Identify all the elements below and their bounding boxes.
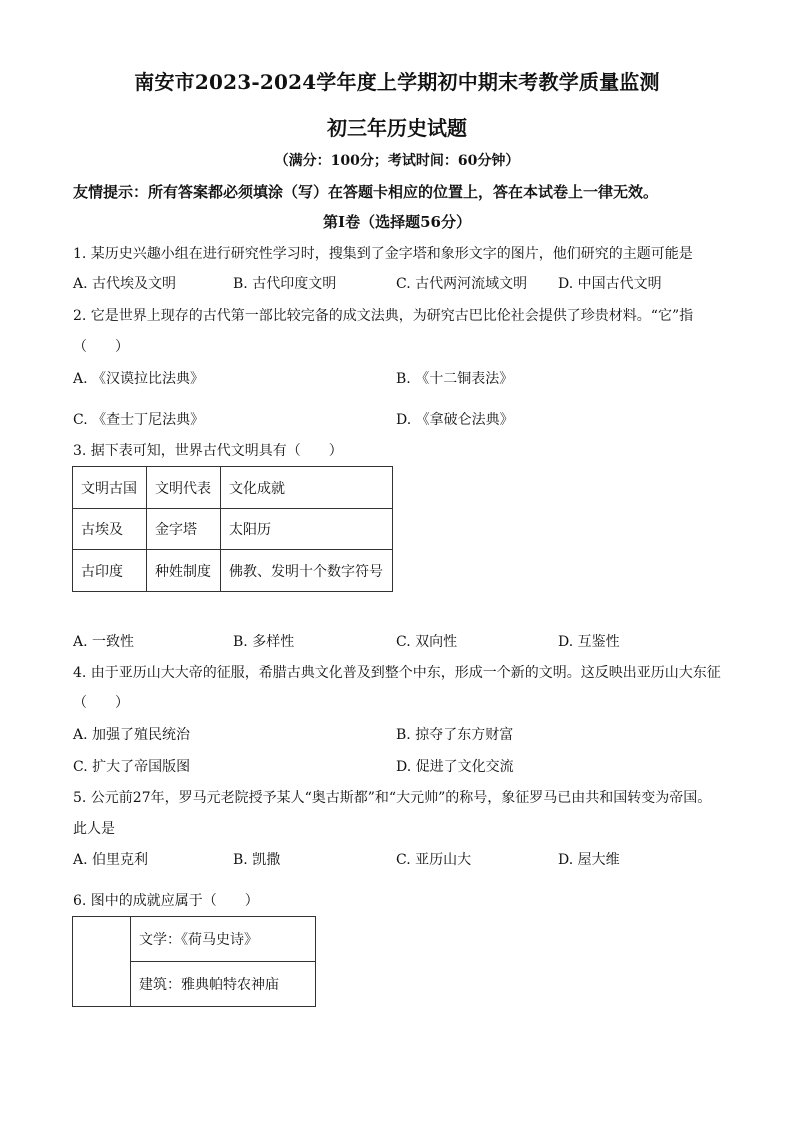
notice: 友情提示：所有答案都必须填涂（写）在答题卡相应的位置上，答在本试卷上一律无效。 xyxy=(73,183,659,201)
q3-option-b: B. 多样性 xyxy=(233,634,295,650)
q5-option-d: D. 屋大维 xyxy=(558,852,620,868)
table-row xyxy=(73,550,393,592)
q4-option-c: C. 扩大了帝国版图 xyxy=(73,759,191,775)
table-header-cell: 文明代表 xyxy=(147,467,221,509)
table-row xyxy=(73,467,393,509)
table-cell: 古印度 xyxy=(73,550,147,592)
table-cell: 太阳历 xyxy=(221,509,393,550)
section-heading: 第Ⅰ卷（选择题56分） xyxy=(323,213,471,231)
table-row xyxy=(73,509,393,550)
score-info: （满分：100分；考试时间：60分钟） xyxy=(274,153,520,169)
table-blank-cell xyxy=(73,917,131,1007)
table-cell: 种姓制度 xyxy=(147,550,221,592)
q1-option-c: C. 古代两河流域文明 xyxy=(396,276,528,292)
question-6-stem: 6. 图中的成就应属于（ ） xyxy=(73,893,259,909)
q3-option-d: D. 互鉴性 xyxy=(558,634,620,650)
q2-option-b: B. 《十二铜表法》 xyxy=(396,371,514,387)
q3-option-a: A. 一致性 xyxy=(73,634,135,650)
exam-title: 南安市2023-2024学年度上学期初中期末考教学质量监测 xyxy=(134,70,660,94)
table-cell: 古埃及 xyxy=(73,509,147,550)
q6-table xyxy=(72,916,316,1007)
q5-option-a: A. 伯里克利 xyxy=(73,852,149,868)
q1-option-d: D. 中国古代文明 xyxy=(558,276,662,292)
q5-option-b: B. 凯撒 xyxy=(233,852,281,868)
q3-option-c: C. 双向性 xyxy=(396,634,458,650)
table-cell: 建筑：雅典帕特农神庙 xyxy=(131,962,316,1007)
q4-option-d: D. 促进了文化交流 xyxy=(396,759,514,775)
q1-option-a: A. 古代埃及文明 xyxy=(73,276,177,292)
table-cell: 佛教、发明十个数字符号 xyxy=(221,550,393,592)
question-3-stem: 3. 据下表可知，世界古代文明具有（ ） xyxy=(73,443,343,459)
q4-option-a: A. 加强了殖民统治 xyxy=(73,727,191,743)
q5-option-c: C. 亚历山大 xyxy=(396,852,472,868)
question-2-stem: 2. 它是世界上现存的古代第一部比较完备的成文法典，为研究古巴比伦社会提供了珍贵材料。“它”指 xyxy=(73,308,694,324)
table-header-cell: 文化成就 xyxy=(221,467,393,509)
q2-option-a: A. 《汉谟拉比法典》 xyxy=(73,371,205,387)
q4-option-b: B. 掠夺了东方财富 xyxy=(396,727,514,743)
question-1-stem: 1. 某历史兴趣小组在进行研究性学习时，搜集到了金字塔和象形文字的图片，他们研究的主题可能是 xyxy=(73,246,693,262)
q2-option-c: C. 《查士丁尼法典》 xyxy=(73,412,205,428)
exam-subtitle: 初三年历史试题 xyxy=(327,116,467,140)
table-header-cell: 文明古国 xyxy=(73,467,147,509)
question-2-paren: （ ） xyxy=(73,339,129,355)
q1-option-b: B. 古代印度文明 xyxy=(233,276,337,292)
question-5-stem: 5. 公元前27年，罗马元老院授予某人“奥古斯都”和“大元帅”的称号，象征罗马已由共和国转变为帝国。 xyxy=(73,790,712,806)
q2-option-d: D. 《拿破仑法典》 xyxy=(396,412,514,428)
table-cell: 文学：《荷马史诗》 xyxy=(131,917,316,962)
question-4-paren: （ ） xyxy=(73,695,129,711)
q3-table xyxy=(72,466,393,592)
question-5-stem-continued: 此人是 xyxy=(73,821,115,837)
table-cell: 金字塔 xyxy=(147,509,221,550)
question-4-stem: 4. 由于亚历山大大帝的征服，希腊古典文化普及到整个中东，形成一个新的文明。这反映出亚历山大东征 xyxy=(73,665,721,681)
table-row xyxy=(73,917,316,962)
